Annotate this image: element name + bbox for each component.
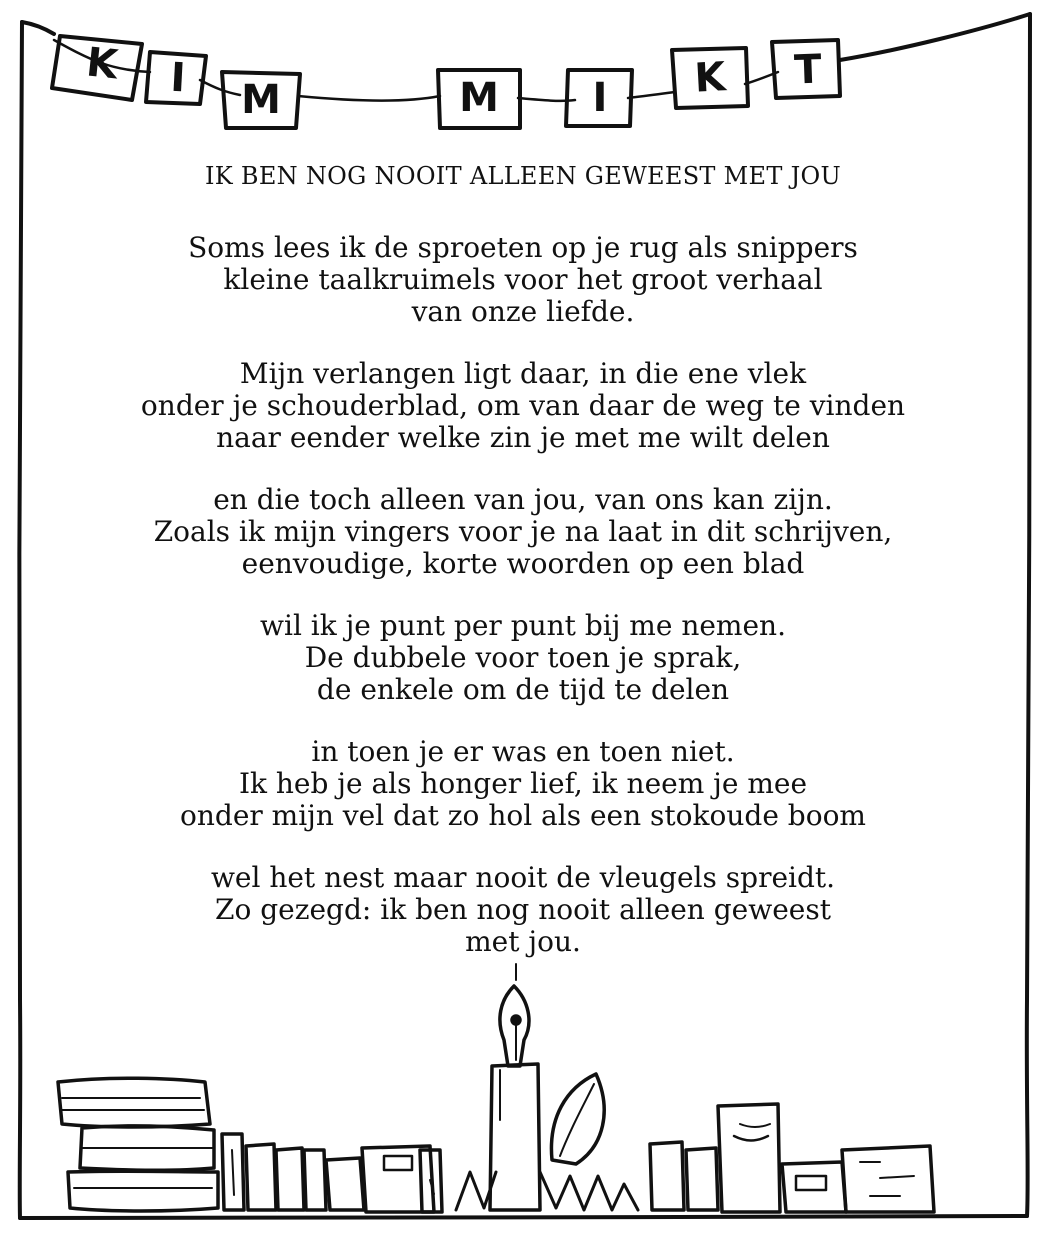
small-books-icon bbox=[246, 1144, 442, 1212]
banner-letter-i2: I bbox=[592, 75, 608, 121]
poem-line: wel het nest maar nooit de vleugels spreidt. bbox=[210, 861, 836, 894]
banner-letter-m2: M bbox=[459, 75, 499, 121]
banner-letter-m: M bbox=[241, 77, 281, 123]
poem-line: onder je schouderblad, om van daar de weg te vinden bbox=[140, 389, 906, 422]
books-right-icon bbox=[650, 1104, 934, 1212]
poem-line: de enkele om de tijd te delen bbox=[316, 673, 730, 706]
stanza-1 bbox=[100, 232, 946, 328]
poem-title: IK BEN NOG NOOIT ALLEEN GEWEEST MET JOU bbox=[204, 162, 842, 190]
poem-line: eenvoudige, korte woorden op een blad bbox=[241, 547, 805, 580]
candle-icon bbox=[490, 1064, 540, 1210]
poem-line: en die toch alleen van jou, van ons kan zijn. bbox=[213, 483, 833, 516]
banner-letter-i: I bbox=[169, 54, 187, 102]
stanza-5 bbox=[100, 736, 946, 832]
leaf-icon bbox=[551, 1074, 604, 1164]
poem-line: naar eender welke zin je met me wilt delen bbox=[216, 421, 830, 454]
stanza-2 bbox=[100, 358, 946, 454]
poem-line: De dubbele voor toen je sprak, bbox=[304, 641, 742, 674]
poem-line: met jou. bbox=[465, 925, 581, 958]
stanza-3 bbox=[100, 484, 946, 580]
banner-letter-k: K bbox=[84, 39, 120, 89]
poem-line: Zoals ik mijn vingers voor je na laat in dit schrijven, bbox=[153, 515, 893, 548]
poem-line: Zo gezegd: ik ben nog nooit alleen geweest bbox=[215, 893, 831, 926]
stanza-4 bbox=[100, 610, 946, 706]
poem-line: Mijn verlangen ligt daar, in die ene vlek bbox=[239, 357, 807, 390]
poem-line: kleine taalkruimels voor het groot verhaal bbox=[223, 263, 823, 296]
poem-line: van onze liefde. bbox=[411, 295, 635, 328]
books-stack-icon bbox=[58, 1078, 244, 1211]
poem-line: Ik heb je als honger lief, ik neem je mee bbox=[238, 767, 808, 800]
banner-letter-t: T bbox=[793, 46, 823, 94]
poem-line: onder mijn vel dat zo hol als een stokoude boom bbox=[180, 799, 866, 832]
poem-line: in toen je er was en toen niet. bbox=[311, 735, 735, 768]
stanza-6 bbox=[100, 862, 946, 958]
grass-zigzag bbox=[456, 1172, 638, 1210]
poem-line: wil ik je punt per punt bij me nemen. bbox=[260, 609, 786, 642]
poem-line: Soms lees ik de sproeten op je rug als snippers bbox=[188, 231, 858, 264]
banner-letter-k2: K bbox=[693, 54, 727, 102]
poem bbox=[100, 160, 946, 988]
